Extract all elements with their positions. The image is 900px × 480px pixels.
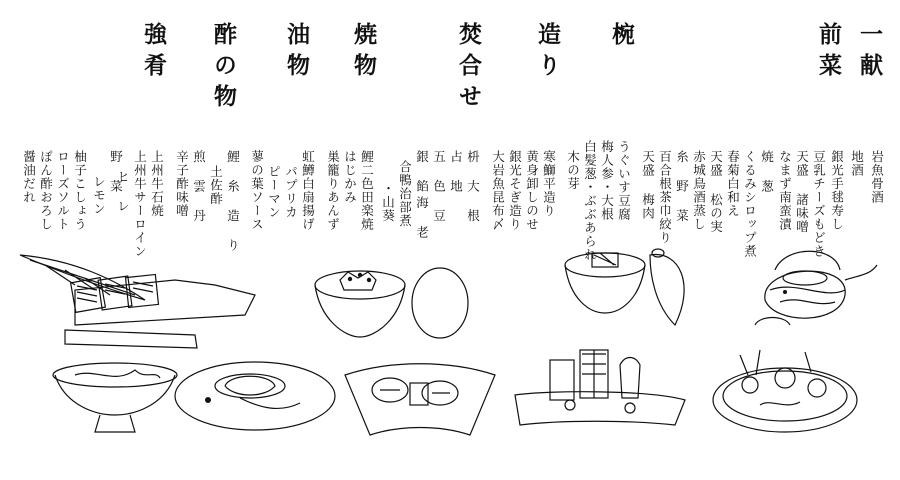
menu-item: 蓼の葉ソース: [249, 150, 265, 231]
menu-item: 焼 葱: [759, 150, 775, 193]
course-title-sunomono: 酢の物: [210, 22, 237, 115]
teapot-fish-illustration: [745, 240, 885, 340]
fan-plate-illustration: [340, 355, 500, 445]
menu-item: 虹鱒白扇揚げ: [300, 150, 316, 231]
menu-item: 煎 雲 丹: [191, 150, 207, 223]
menu-item: 百合根茶巾絞り: [657, 150, 673, 245]
menu-item: 柚子こしょう: [72, 150, 88, 231]
menu-item: 天盛 松の実: [708, 150, 724, 234]
menu-item: 天盛 諸味噌: [794, 150, 810, 234]
menu-item: 占 地: [448, 150, 464, 193]
menu-item: 海 老: [414, 196, 430, 239]
course-title-zensai: 前菜: [815, 22, 842, 84]
menu-item: ・山葵: [380, 182, 396, 223]
menu-item: 寒鰤平造り: [541, 150, 557, 218]
menu-item: 巣籠りあんず: [325, 150, 341, 231]
menu-item: 黄身卸しのせ: [524, 150, 540, 231]
appetizer-tray-illustration: [705, 340, 865, 440]
stone-grill-illustration: [15, 240, 275, 350]
plate-illustration: [170, 358, 340, 438]
menu-item: 赤城鳥酒蒸し: [691, 150, 707, 231]
menu-item: 梅人参・大根: [599, 140, 615, 221]
course-title-aburamono: 油物: [283, 22, 310, 84]
menu-item: 銀光手毬寿し: [829, 150, 845, 231]
menu-item: 糸 野 菜: [674, 150, 690, 223]
course-title-tsukuri: 造り: [534, 22, 561, 84]
course-title-yakimono: 焼物: [350, 22, 377, 84]
menu-item: 鯉二色田楽焼: [359, 150, 375, 231]
menu-item: なまず南蛮漬: [777, 150, 793, 231]
menu-item: 上州牛石焼: [149, 150, 165, 218]
menu-item: 野 菜: [108, 150, 124, 193]
menu-item: 木の芽: [565, 150, 581, 191]
menu-item: 地酒: [849, 150, 865, 177]
menu-item: 春菊白和え: [725, 150, 741, 218]
menu-item: 銀 餡: [414, 150, 430, 193]
course-title-shiizakana: 強肴: [140, 22, 167, 84]
menu-item: 大岩魚昆布〆: [490, 150, 506, 231]
menu-item: 豆乳チーズもどき: [811, 150, 827, 258]
course-title-wan: 椀: [608, 22, 635, 53]
menu-item: はじかみ: [342, 150, 358, 204]
menu-item: ぽん酢おろし: [38, 150, 54, 231]
bowl-illustration: [305, 265, 475, 355]
menu-item: 合鴨治部煮: [397, 160, 413, 228]
menu-item: 岩魚骨酒: [869, 150, 885, 204]
course-title-takiawase: 焚合せ: [455, 22, 482, 115]
menu-item: うぐいす豆腐: [616, 140, 632, 221]
menu-item: レモン: [91, 175, 107, 216]
lidded-bowl-illustration: [560, 245, 700, 335]
menu-item: くるみシロップ煮: [742, 150, 758, 258]
menu-item: 土佐酢: [208, 165, 224, 206]
sashimi-platter-illustration: [510, 340, 690, 440]
menu-item: 白髪葱・ぶぶあられ: [582, 140, 598, 262]
menu-item: ヒ レ: [115, 170, 131, 213]
course-title-ikkon: 一献: [856, 22, 883, 84]
menu-item: 枡 大 根: [465, 150, 481, 223]
menu-item: パプリカ: [283, 165, 299, 219]
menu-item: 天盛 梅肉: [640, 150, 656, 220]
menu-item: 銀光そぎ造り: [507, 150, 523, 231]
menu-item: 辛子酢味噌: [174, 150, 190, 218]
menu-item: 上州牛サーロイン: [132, 150, 148, 258]
menu-item: 醤油だれ: [21, 150, 37, 204]
menu-item: ローズソルト: [55, 150, 71, 231]
menu-item: 鯉 糸 造 り: [225, 150, 241, 252]
menu-item: ピーマン: [266, 165, 282, 219]
menu-item: 五 色 豆: [431, 150, 447, 223]
glass-dish-illustration: [45, 360, 185, 440]
